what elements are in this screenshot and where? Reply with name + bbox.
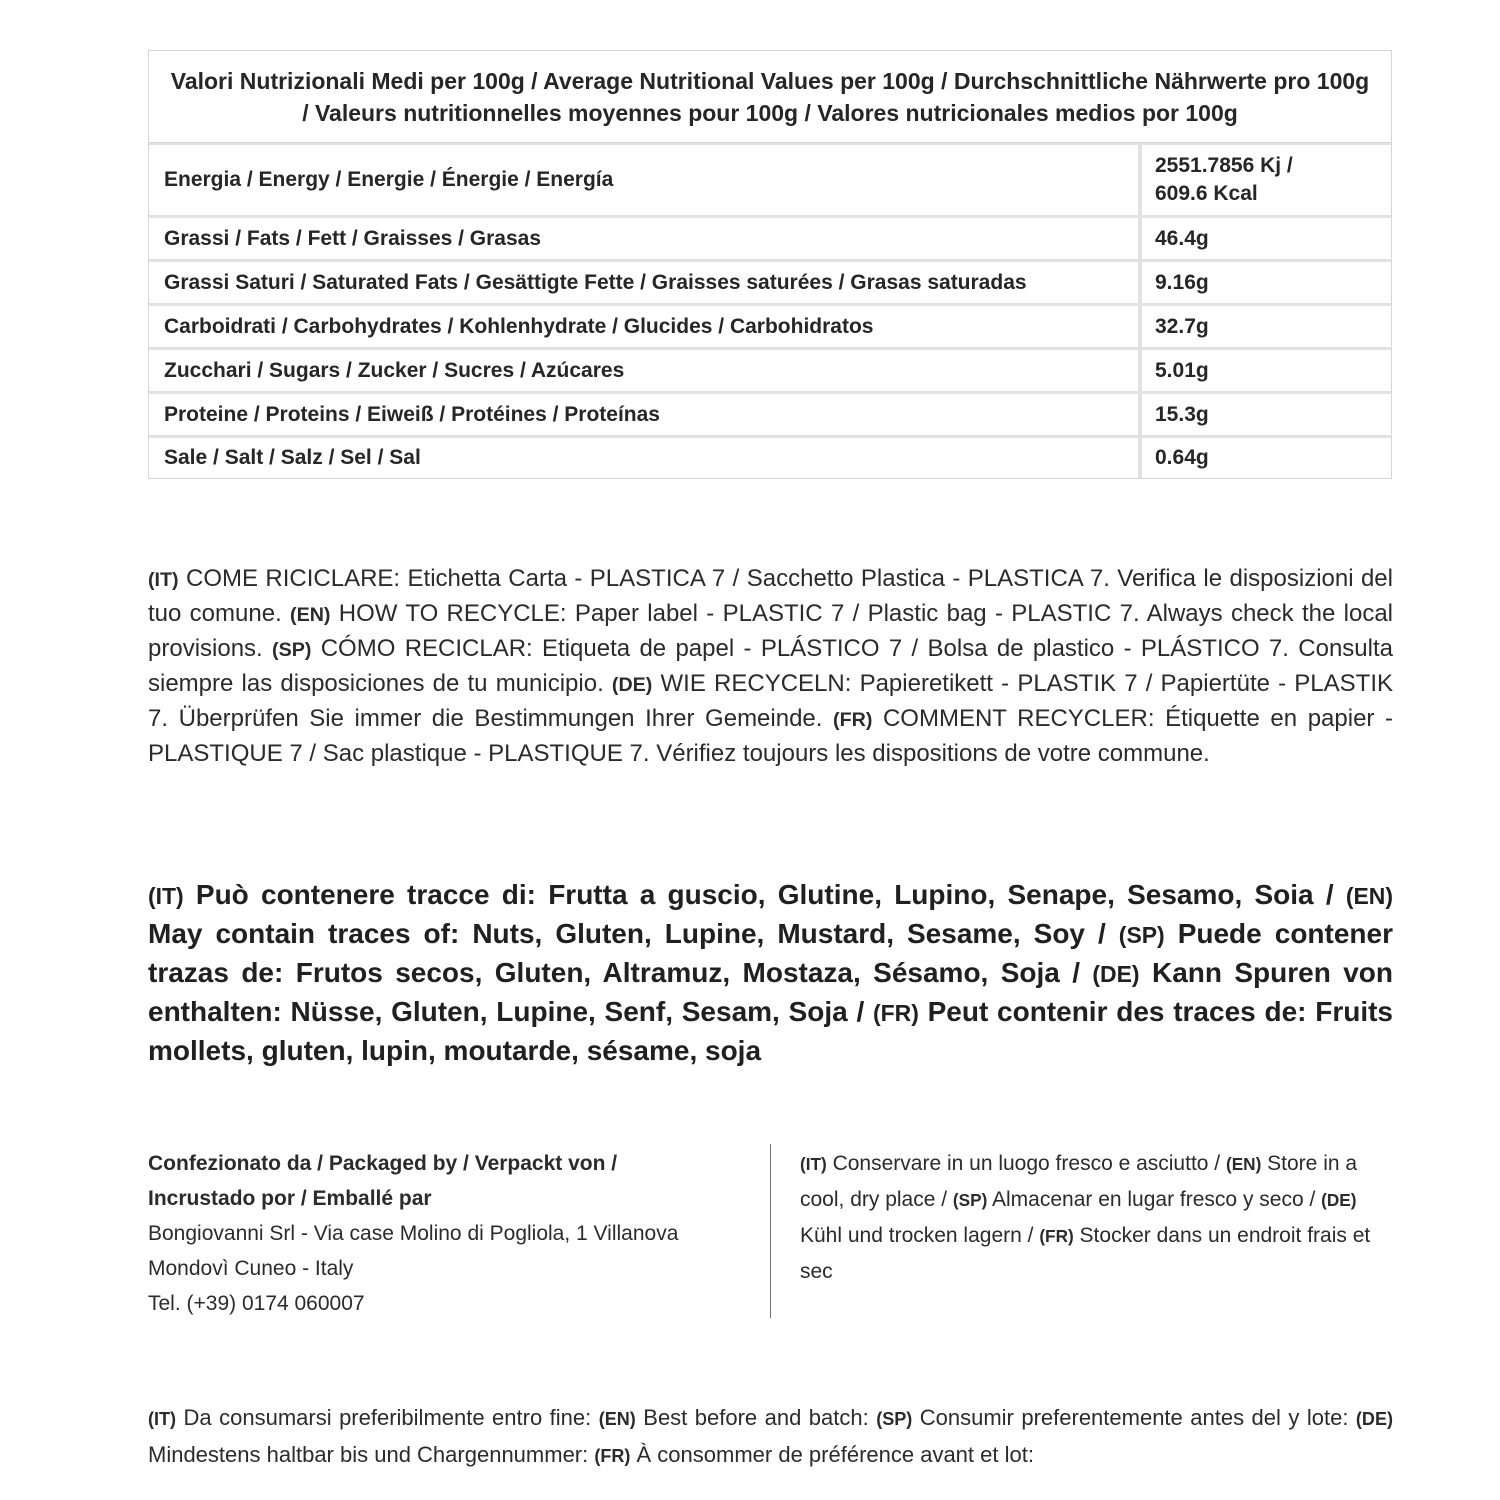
best-before-text-sp: Consumir preferentemente antes del y lote:: [912, 1405, 1356, 1430]
packager-address-line1: Bongiovanni Srl - Via case Molino di Pogliola, 1 Villanova: [148, 1222, 679, 1245]
energy-kcal-value: 609.6 Kcal: [1155, 182, 1258, 205]
packager-heading-line2: Incrustado por / Emballé par: [148, 1187, 432, 1210]
recycling-text-it: COME RICICLARE: Etichetta Carta - PLASTICA 7 / Sacchetto Plastica - PLASTICA 7. Verifica le disposizioni del tuo comune.: [148, 565, 1393, 627]
nutrient-name: Grassi / Fats / Fett / Graisses / Grasas: [149, 218, 1142, 259]
nutrition-row-carbohydrates: [149, 303, 1391, 347]
nutrition-row-sugars: [149, 347, 1391, 391]
allergen-text-it: Può contenere tracce di: Frutta a guscio, Glutine, Lupino, Senape, Sesamo, Soia /: [183, 879, 1346, 910]
nutrient-value: 15.3g: [1155, 402, 1209, 426]
nutrient-value: 32.7g: [1155, 314, 1209, 338]
energy-kj-value: 2551.7856 Kj /: [1155, 154, 1293, 177]
recycling-text-sp: CÓMO RECICLAR: Etiqueta de papel - PLÁSTICO 7 / Bolsa de plastico - PLÁSTICO 7. Consulta siempre las disposiciones de tu municipio.: [148, 635, 1393, 697]
nutrition-row-proteins: [149, 391, 1391, 435]
nutrient-value: 0.64g: [1155, 446, 1209, 469]
allergen-text-sp: Puede contener trazas de: Frutos secos, Gluten, Altramuz, Mostaza, Sésamo, Soja /: [148, 918, 1393, 988]
nutrition-row-salt: [149, 435, 1391, 478]
lang-tag-sp: (SP): [1118, 922, 1165, 948]
allergen-text-fr: Peut contenir des traces de: Fruits mollets, gluten, lupin, moutarde, sésame, soja: [148, 996, 1393, 1066]
best-before-info: [148, 1400, 1393, 1474]
column-divider: [770, 1144, 771, 1318]
storage-text-sp: Almacenar en lugar fresco y seco /: [987, 1188, 1322, 1211]
lang-tag-it: (IT): [148, 569, 179, 591]
storage-instructions: [800, 1146, 1393, 1289]
recycling-text-fr: COMMENT RECYCLER: Étiquette en papier - PLASTIQUE 7 / Sac plastique - PLASTIQUE 7. Vérifiez toujours les dispositions de votre commune.: [148, 705, 1394, 767]
lang-tag-sp: (SP): [952, 1190, 988, 1210]
nutrient-name: Sale / Salt / Salz / Sel / Sal: [149, 438, 1142, 478]
lang-tag-fr: (FR): [1039, 1226, 1074, 1246]
nutrition-table: [148, 50, 1392, 479]
lang-tag-en: (EN): [290, 604, 331, 626]
nutrient-value: 9.16g: [1155, 270, 1209, 294]
packager-phone: Tel. (+39) 0174 060007: [148, 1292, 365, 1315]
lang-tag-it: (IT): [148, 1409, 177, 1429]
nutrient-value: [1142, 145, 1391, 215]
best-before-text-en: Best before and batch:: [635, 1405, 877, 1430]
storage-text-en: Store in a cool, dry place /: [800, 1152, 1358, 1211]
lang-tag-de: (DE): [1092, 961, 1140, 987]
lang-tag-fr: (FR): [833, 709, 873, 731]
nutrition-table-header: Valori Nutrizionali Medi per 100g / Average Nutritional Values per 100g / Durchschnittliche Nährwerte pro 100g / Valeurs nutritionnelles moyennes pour 100g / Valores nutricionales medios por 100g: [149, 51, 1391, 143]
lang-tag-it: (IT): [148, 883, 184, 909]
lang-tag-en: (EN): [1345, 883, 1393, 909]
best-before-text-fr: À consommer de préférence avant et lot:: [630, 1442, 1034, 1467]
recycling-text-de: WIE RECYCELN: Papieretikett - PLASTIK 7 / Papiertüte - PLASTIK 7. Überprüfen Sie immer die Bestimmungen Ihrer Gemeinde.: [148, 670, 1393, 732]
lang-tag-sp: (SP): [876, 1409, 913, 1429]
recycling-instructions: [148, 562, 1393, 771]
lang-tag-de: (DE): [1321, 1190, 1357, 1210]
lang-tag-en: (EN): [1225, 1154, 1262, 1174]
packager-address-line2: Mondovì Cuneo - Italy: [148, 1257, 354, 1280]
lang-tag-sp: (SP): [272, 639, 312, 661]
lang-tag-de: (DE): [611, 674, 653, 696]
allergen-warning: [148, 876, 1393, 1070]
lang-tag-fr: (FR): [594, 1446, 631, 1466]
best-before-text-it: Da consumarsi preferibilmente entro fine:: [176, 1405, 599, 1430]
recycling-text-en: HOW TO RECYCLE: Paper label - PLASTIC 7 / Plastic bag - PLASTIC 7. Always check the local provisions.: [148, 600, 1393, 662]
nutrient-value: 46.4g: [1155, 226, 1209, 250]
nutrition-row-energy: [149, 143, 1391, 215]
nutrient-name: Carboidrati / Carbohydrates / Kohlenhydrate / Glucides / Carbohidratos: [149, 306, 1142, 347]
best-before-text-de: Mindestens haltbar bis und Chargennummer:: [148, 1442, 595, 1467]
nutrient-name: Zucchari / Sugars / Zucker / Sucres / Azúcares: [149, 350, 1142, 391]
packager-heading-line1: Confezionato da / Packaged by / Verpackt von /: [148, 1152, 618, 1175]
nutrition-row-fats: [149, 215, 1391, 259]
nutrition-row-saturated-fats: [149, 259, 1391, 303]
nutrient-name: Proteine / Proteins / Eiweiß / Protéines / Proteínas: [149, 394, 1142, 435]
allergen-text-en: May contain traces of: Nuts, Gluten, Lupine, Mustard, Sesame, Soy /: [148, 918, 1119, 949]
packager-info: [148, 1146, 748, 1321]
nutrient-name: Grassi Saturi / Saturated Fats / Gesättigte Fette / Graisses saturées / Grasas saturadas: [149, 262, 1142, 303]
storage-text-it: Conservare in un luogo fresco e asciutto /: [826, 1152, 1226, 1175]
nutrient-value: 5.01g: [1155, 358, 1209, 382]
lang-tag-fr: (FR): [872, 1000, 919, 1026]
lang-tag-en: (EN): [598, 1409, 636, 1429]
lang-tag-de: (DE): [1355, 1409, 1393, 1429]
storage-text-fr: Stocker dans un endroit frais et sec: [800, 1224, 1371, 1283]
allergen-text-de: Kann Spuren von enthalten: Nüsse, Gluten, Lupine, Senf, Sesam, Soja /: [148, 957, 1393, 1027]
lang-tag-it: (IT): [800, 1154, 827, 1174]
nutrient-name: Energia / Energy / Energie / Énergie / Energía: [149, 145, 1142, 215]
storage-text-de: Kühl und trocken lagern /: [800, 1224, 1040, 1247]
